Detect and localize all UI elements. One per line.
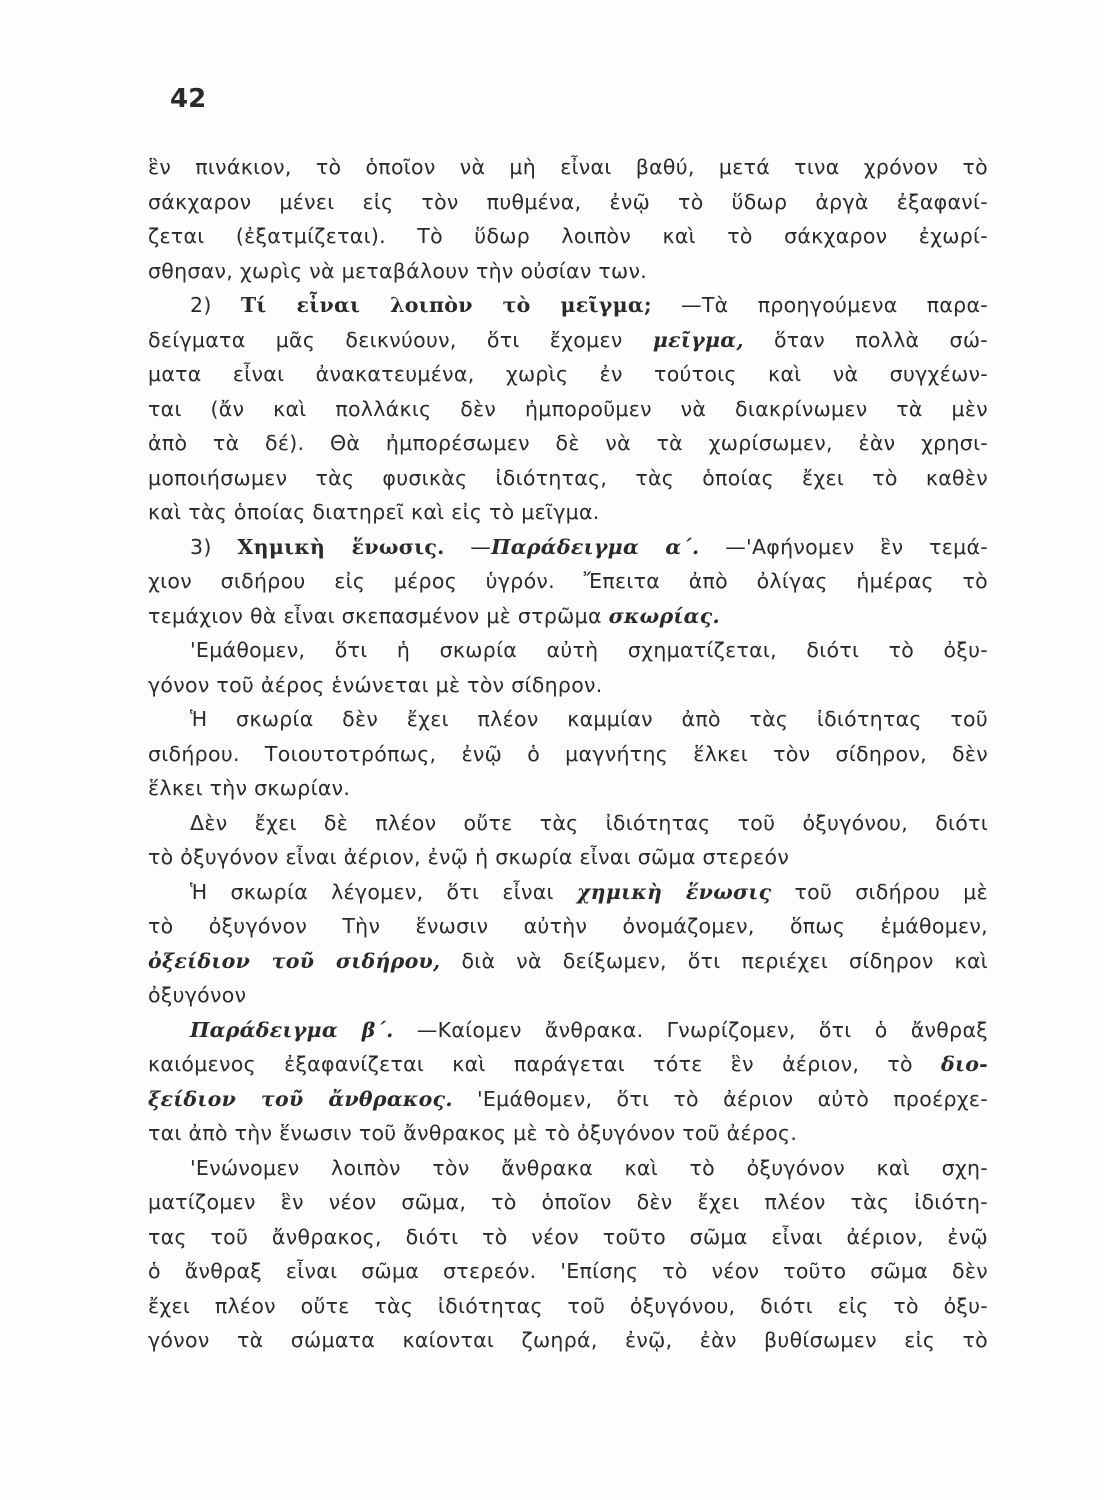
text-segment: ζεται (ἐξατμίζεται). Τὸ ὕδωρ λοιπὸν καὶ τὸ σάκχαρον ἐχωρί- — [148, 224, 988, 248]
body-text — [148, 150, 988, 1358]
text-segment: — — [444, 534, 492, 559]
emphasized-text: ξείδιον τοῦ ἄνθρακος. — [148, 1086, 453, 1111]
text-line — [148, 219, 988, 254]
text-segment: ἀπὸ τὰ δέ). Θὰ ἠμπορέσωμεν δὲ νὰ τὰ χωρίσωμεν, ἐὰν χρησι- — [148, 431, 988, 455]
text-line — [148, 530, 988, 565]
emphasized-text: διο- — [941, 1052, 988, 1076]
page-number: 42 — [170, 84, 207, 114]
text-segment: καὶ τὰς ὁποίας διατηρεῖ καὶ εἰς τὸ μεῖγμα. — [148, 500, 600, 524]
text-segment: μοποιήσωμεν τὰς φυσικὰς ἰδιότητας, τὰς ὁποίας ἔχει τὸ καθὲν — [148, 465, 988, 490]
text-line — [148, 1289, 988, 1324]
text-line — [148, 668, 988, 703]
emphasized-text: Τί εἶναι λοιπὸν τὸ μεῖγμα; — [240, 293, 652, 317]
text-line — [148, 702, 988, 737]
text-segment: γόνον τοῦ ἀέρος ἑνώνεται μὲ τὸν σίδηρον. — [148, 672, 603, 697]
emphasized-text: μεῖγμα, — [652, 327, 744, 352]
text-segment: τεμάχιον θὰ εἶναι σκεπασμένον μὲ στρῶμα — [148, 603, 609, 628]
text-segment: —'Αφήνομεν ἓν τεμά- — [699, 534, 989, 559]
text-segment: ματα εἶναι ἀνακατευμένα, χωρὶς ἐν τούτοις καὶ νὰ συγχέων- — [148, 362, 988, 386]
text-line — [148, 1047, 988, 1082]
text-segment: 3) — [190, 534, 238, 559]
text-segment: τας τοῦ ἄνθρακος, διότι τὸ νέον τοῦτο σῶμα εἶναι ἀέριον, ἐνῷ — [148, 1224, 988, 1249]
text-segment: ἕλκει τὴν σκωρίαν. — [148, 776, 351, 800]
text-line — [148, 771, 988, 806]
emphasized-text: Παράδειγμα α΄. — [491, 534, 700, 559]
text-line — [148, 564, 988, 599]
text-segment: ἓν πινάκιον, τὸ ὁποῖον νὰ μὴ εἶναι βαθύ, μετά τινα χρόνον τὸ — [148, 155, 988, 179]
text-line — [148, 185, 988, 220]
text-segment: Δὲν ἔχει δὲ πλέον οὔτε τὰς ἰδιότητας τοῦ ὀξυγόνου, διότι — [190, 810, 988, 835]
text-line — [148, 426, 988, 461]
text-line — [148, 150, 988, 185]
text-line — [148, 840, 988, 875]
text-line — [148, 806, 988, 841]
text-segment: Ἡ σκωρία δὲν ἔχει πλέον καμμίαν ἀπὸ τὰς ἰδιότητας τοῦ — [190, 707, 988, 731]
emphasized-text: Χημικὴ ἕνωσις. — [237, 534, 445, 559]
text-segment: τὸ ὀξυγόνον Τὴν ἕνωσιν αὐτὴν ὀνομάζομεν, ὅπως ἐμάθομεν, — [148, 914, 988, 938]
text-segment: 'Εμάθομεν, ὅτι τὸ ἀέριον αὐτὸ προέρχε- — [452, 1086, 988, 1111]
text-line — [148, 978, 988, 1013]
text-segment: σιδήρου. Τοιουτοτρόπως, ἐνῷ ὁ μαγνήτης ἕλκει τὸν σίδηρον, δὲν — [148, 741, 988, 766]
text-line — [148, 288, 988, 323]
text-segment: σθησαν, χωρὶς νὰ μεταβάλουν τὴν οὐσίαν των. — [148, 258, 648, 283]
text-line — [148, 461, 988, 496]
text-segment: δείγματα μᾶς δεικνύουν, ὅτι ἔχομεν — [148, 327, 653, 352]
text-segment: ὁ ἄνθραξ εἶναι σῶμα στερεόν. 'Επίσης τὸ νέον τοῦτο σῶμα δὲν — [148, 1259, 988, 1283]
text-segment: τοῦ σιδήρου μὲ — [771, 879, 989, 904]
text-segment: γόνον τὰ σώματα καίονται ζωηρά, ἐνῷ, ἐὰν βυθίσωμεν εἰς τὸ — [148, 1328, 988, 1352]
text-line — [148, 1185, 988, 1220]
text-segment: —Τὰ προηγούμενα παρα- — [651, 293, 988, 317]
text-line — [148, 1220, 988, 1255]
text-line — [148, 1082, 988, 1117]
text-segment: χιον σιδήρου εἰς μέρος ὑγρόν. Ἔπειτα ἀπὸ ὀλίγας ἡμέρας τὸ — [148, 569, 988, 593]
text-line — [148, 633, 988, 668]
text-line — [148, 392, 988, 427]
text-line — [148, 1254, 988, 1289]
text-segment: τὸ ὀξυγόνον εἶναι ἀέριον, ἐνῷ ἡ σκωρία εἶναι σῶμα στερεόν — [148, 845, 790, 869]
text-segment: Ἡ σκωρία λέγομεν, ὅτι εἶναι — [190, 879, 577, 904]
text-segment: ὀξυγόνον — [148, 983, 247, 1007]
emphasized-text: χημικὴ ἕνωσις — [576, 879, 772, 904]
text-segment: ὅταν πολλὰ σώ- — [743, 327, 988, 352]
emphasized-text: ὀξείδιον τοῦ σιδήρου, — [148, 948, 441, 973]
text-line — [148, 909, 988, 944]
text-segment: 'Εμάθομεν, ὅτι ἡ σκωρία αὐτὴ σχηματίζεται, διότι τὸ ὀξυ- — [190, 638, 988, 662]
text-line — [148, 875, 988, 910]
text-line — [148, 944, 988, 979]
text-line — [148, 1013, 988, 1048]
text-segment: ται (ἄν καὶ πολλάκις δὲν ἠμποροῦμεν νὰ διακρίνωμεν τὰ μὲν — [148, 396, 988, 421]
text-line — [148, 323, 988, 358]
text-line — [148, 357, 988, 392]
text-line — [148, 1323, 988, 1358]
text-segment: ἔχει πλέον οὔτε τὰς ἰδιότητας τοῦ ὀξυγόνου, διότι εἰς τὸ ὀξυ- — [148, 1293, 988, 1318]
emphasized-text: σκωρίας. — [608, 603, 720, 628]
text-segment: —Καίομεν ἄνθρακα. Γνωρίζομεν, ὅτι ὁ ἄνθραξ — [393, 1017, 988, 1042]
text-segment: διὰ νὰ δείξωμεν, ὅτι περιέχει σίδηρον καὶ — [440, 948, 988, 973]
text-line — [148, 737, 988, 772]
text-line — [148, 599, 988, 634]
text-segment: καιόμενος ἐξαφανίζεται καὶ παράγεται τότε ἓν ἀέριον, τὸ — [148, 1052, 942, 1076]
text-segment: ματίζομεν ἓν νέον σῶμα, τὸ ὁποῖον δὲν ἔχει πλέον τὰς ἰδιότη- — [148, 1190, 988, 1214]
text-line — [148, 254, 988, 289]
text-segment: 'Ενώνομεν λοιπὸν τὸν ἄνθρακα καὶ τὸ ὀξυγόνον καὶ σχη- — [190, 1155, 988, 1180]
text-line — [148, 495, 988, 530]
text-line — [148, 1116, 988, 1151]
text-segment: 2) — [190, 293, 241, 317]
text-segment: ται ἀπὸ τὴν ἕνωσιν τοῦ ἄνθρακος μὲ τὸ ὀξυγόνον τοῦ ἀέρος. — [148, 1121, 798, 1145]
text-line — [148, 1151, 988, 1186]
text-segment: σάκχαρον μένει εἰς τὸν πυθμένα, ἐνῷ τὸ ὕδωρ ἀργὰ ἐξαφανί- — [148, 189, 988, 214]
emphasized-text: Παράδειγμα β΄. — [190, 1017, 394, 1042]
